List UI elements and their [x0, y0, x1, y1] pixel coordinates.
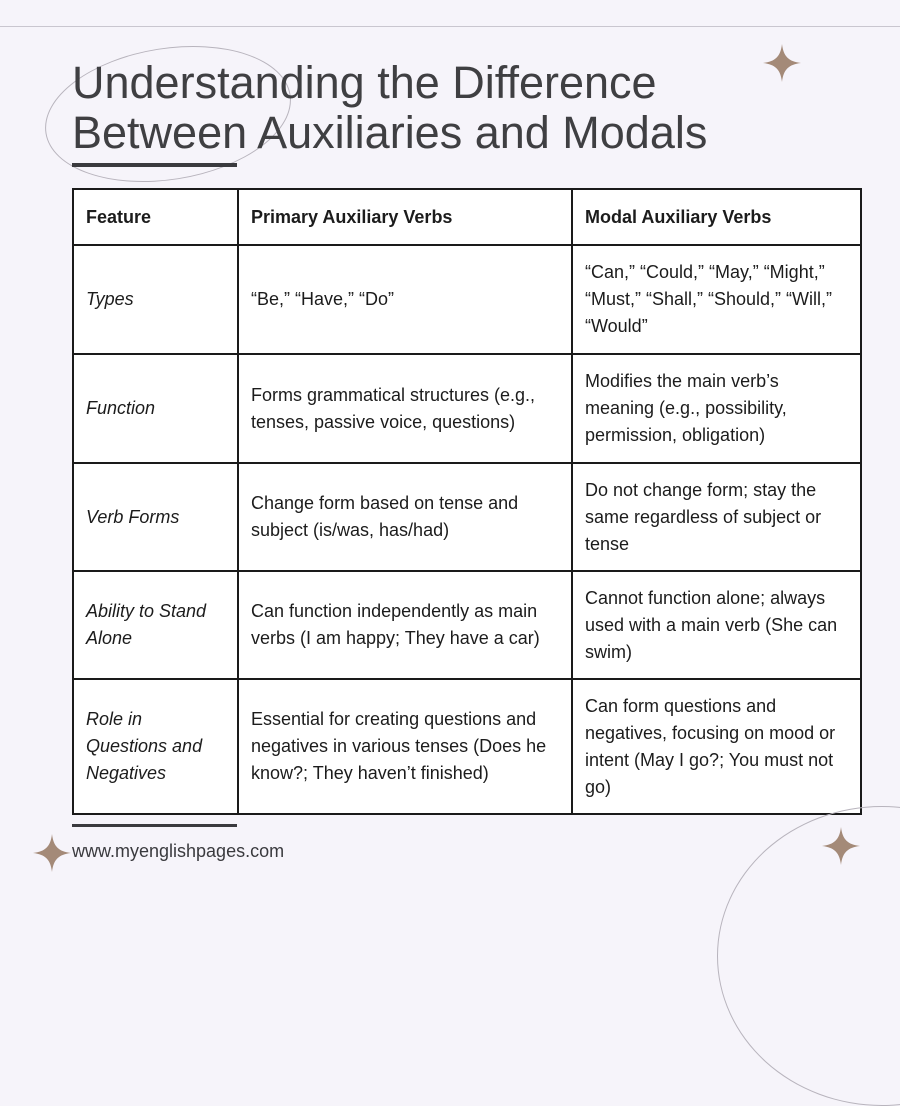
title-underline [72, 163, 237, 167]
feature-cell: Role in Questions and Negatives [73, 679, 238, 814]
footer-divider [72, 824, 237, 827]
sparkle-icon [822, 827, 860, 865]
sparkle-icon [763, 44, 801, 82]
table-row [73, 679, 861, 814]
header-modal-auxiliary: Modal Auxiliary Verbs [572, 189, 861, 245]
header-primary-auxiliary: Primary Auxiliary Verbs [238, 189, 572, 245]
website-url: www.myenglishpages.com [72, 841, 285, 861]
primary-cell: Essential for creating questions and negatives in various tenses (Does he know?; They haven’t finished) [238, 679, 572, 814]
primary-cell: Change form based on tense and subject (is/was, has/had) [238, 463, 572, 571]
decorative-arc [717, 806, 900, 1106]
primary-cell: Can function independently as main verbs (I am happy; They have a car) [238, 571, 572, 679]
table-row [73, 354, 861, 463]
primary-cell: “Be,” “Have,” “Do” [238, 245, 572, 354]
feature-cell: Function [73, 354, 238, 463]
page-title [72, 58, 852, 158]
primary-cell: Forms grammatical structures (e.g., tenses, passive voice, questions) [238, 354, 572, 463]
comparison-table [72, 188, 862, 815]
modal-cell: “Can,” “Could,” “May,” “Might,” “Must,” “Shall,” “Should,” “Will,” “Would” [572, 245, 861, 354]
top-divider [0, 26, 900, 27]
feature-cell: Ability to Stand Alone [73, 571, 238, 679]
table-row [73, 463, 861, 571]
table-header-row [73, 189, 861, 245]
feature-cell: Verb Forms [73, 463, 238, 571]
title-line-2: Between Auxiliaries and Modals [72, 107, 708, 158]
title-line-1: Understanding the Difference [72, 57, 657, 108]
modal-cell: Do not change form; stay the same regardless of subject or tense [572, 463, 861, 571]
sparkle-icon [33, 834, 71, 872]
feature-cell: Types [73, 245, 238, 354]
modal-cell: Modifies the main verb’s meaning (e.g., possibility, permission, obligation) [572, 354, 861, 463]
modal-cell: Cannot function alone; always used with a main verb (She can swim) [572, 571, 861, 679]
table-row [73, 571, 861, 679]
modal-cell: Can form questions and negatives, focusing on mood or intent (May I go?; You must not go) [572, 679, 861, 814]
header-feature: Feature [73, 189, 238, 245]
table-row [73, 245, 861, 354]
